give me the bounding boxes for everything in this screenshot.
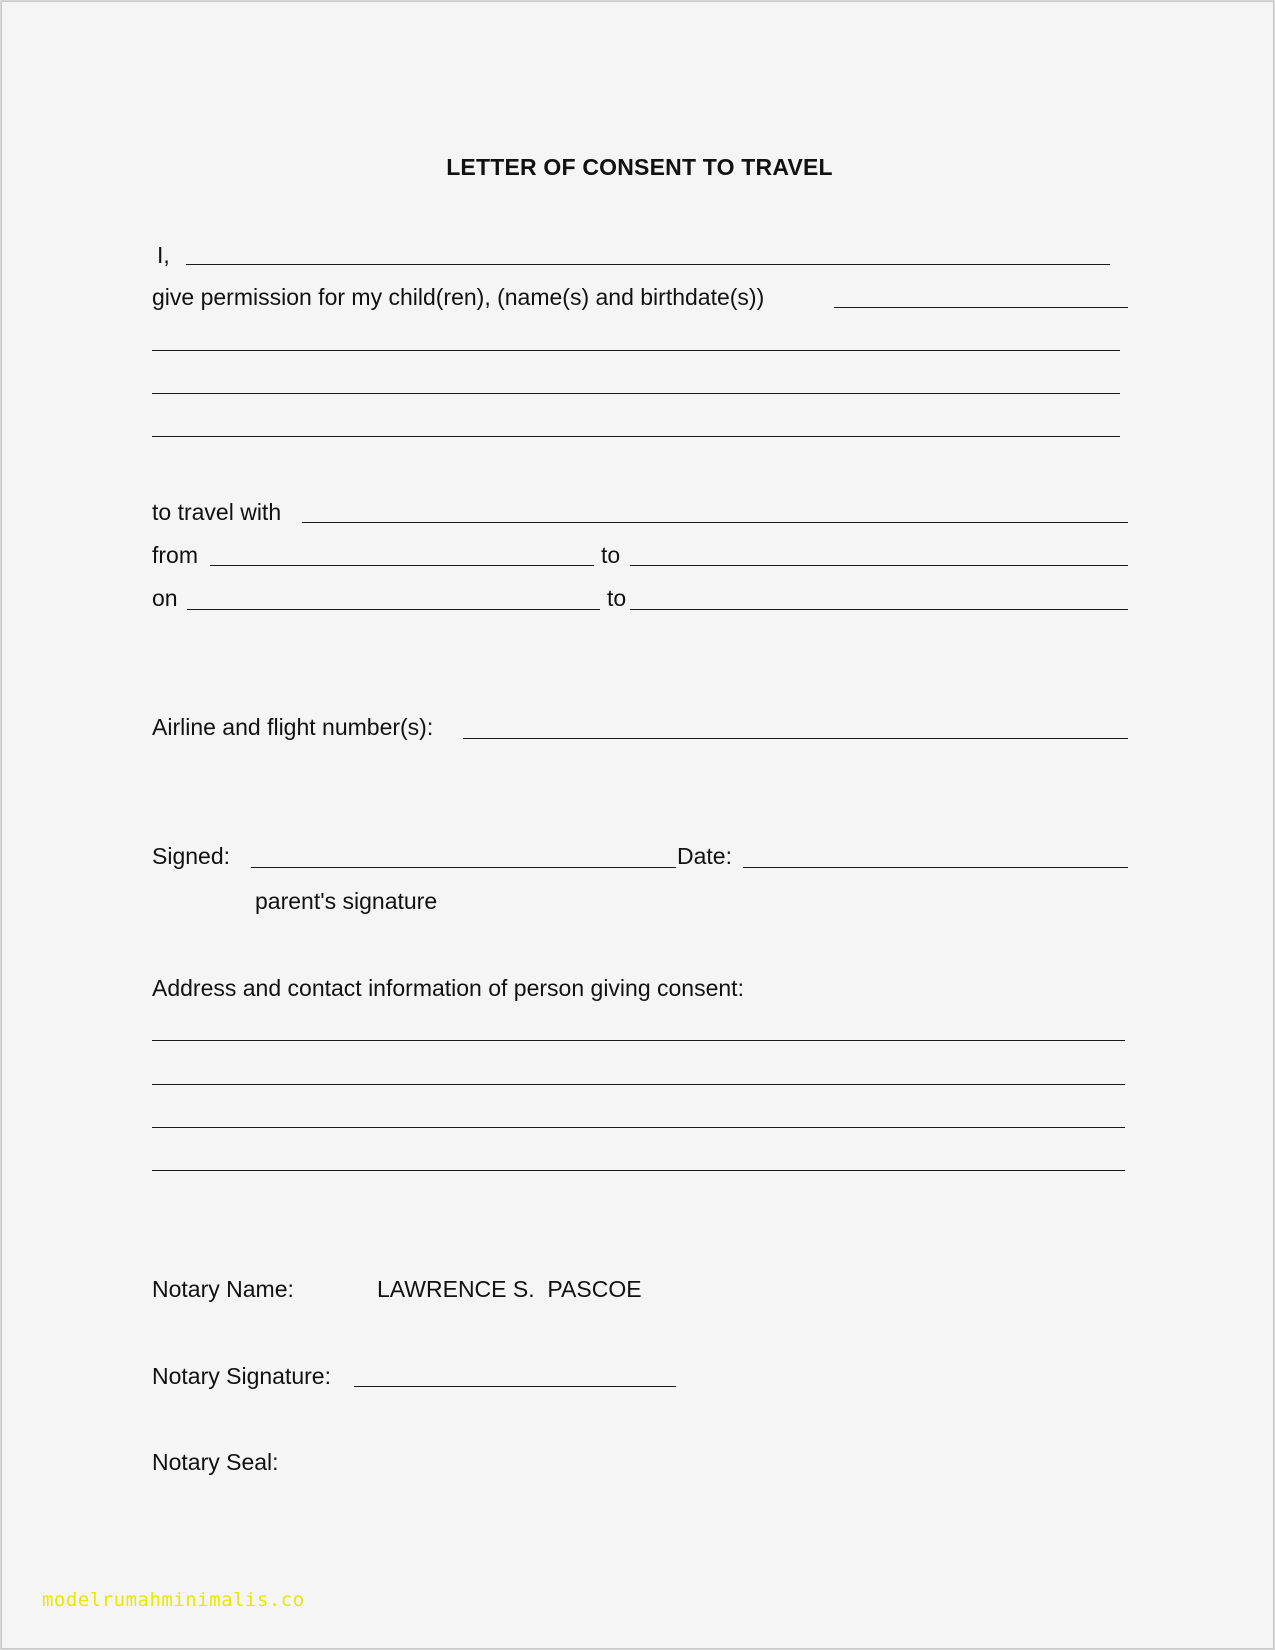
airline-label: Airline and flight number(s): [152, 714, 434, 740]
notary-signature-label: Notary Signature: [152, 1363, 331, 1389]
travel-with-line[interactable] [302, 522, 1128, 523]
document-title: LETTER OF CONSENT TO TRAVEL [446, 154, 833, 180]
document-page [1, 1, 1274, 1649]
address-label: Address and contact information of person giving consent: [152, 975, 744, 1001]
on-label: on [152, 585, 178, 611]
departure-date-line[interactable] [187, 609, 600, 610]
children-line-2[interactable] [152, 350, 1120, 351]
notary-seal-label: Notary Seal: [152, 1449, 279, 1475]
return-date-line[interactable] [630, 609, 1128, 610]
address-line-1[interactable] [152, 1040, 1125, 1041]
children-line-3[interactable] [152, 393, 1120, 394]
address-line-4[interactable] [152, 1170, 1125, 1171]
date-line[interactable] [743, 867, 1128, 868]
from-label: from [152, 542, 198, 568]
parent-prefix-label: I, [157, 242, 170, 268]
travel-with-label: to travel with [152, 499, 282, 525]
children-line-1[interactable] [834, 307, 1128, 308]
destination-line[interactable] [630, 565, 1128, 566]
watermark-text: modelrumahminimalis.co [42, 1589, 305, 1611]
permission-text: give permission for my child(ren), (name(s) and birthdate(s)) [152, 284, 765, 310]
parent-signature-line[interactable] [251, 867, 676, 868]
parent-name-line[interactable] [186, 264, 1110, 265]
address-line-3[interactable] [152, 1127, 1125, 1128]
airline-line[interactable] [463, 738, 1128, 739]
notary-signature-line[interactable] [354, 1386, 676, 1387]
address-line-2[interactable] [152, 1084, 1125, 1085]
children-line-4[interactable] [152, 436, 1120, 437]
notary-name-value: LAWRENCE S. PASCOE [377, 1276, 642, 1302]
notary-name-label: Notary Name: [152, 1276, 294, 1302]
to-label-return: to [607, 585, 627, 611]
signature-caption: parent's signature [255, 888, 438, 914]
date-label: Date: [677, 843, 732, 869]
signed-label: Signed: [152, 843, 231, 869]
to-label-destination: to [601, 542, 621, 568]
from-line[interactable] [210, 565, 594, 566]
